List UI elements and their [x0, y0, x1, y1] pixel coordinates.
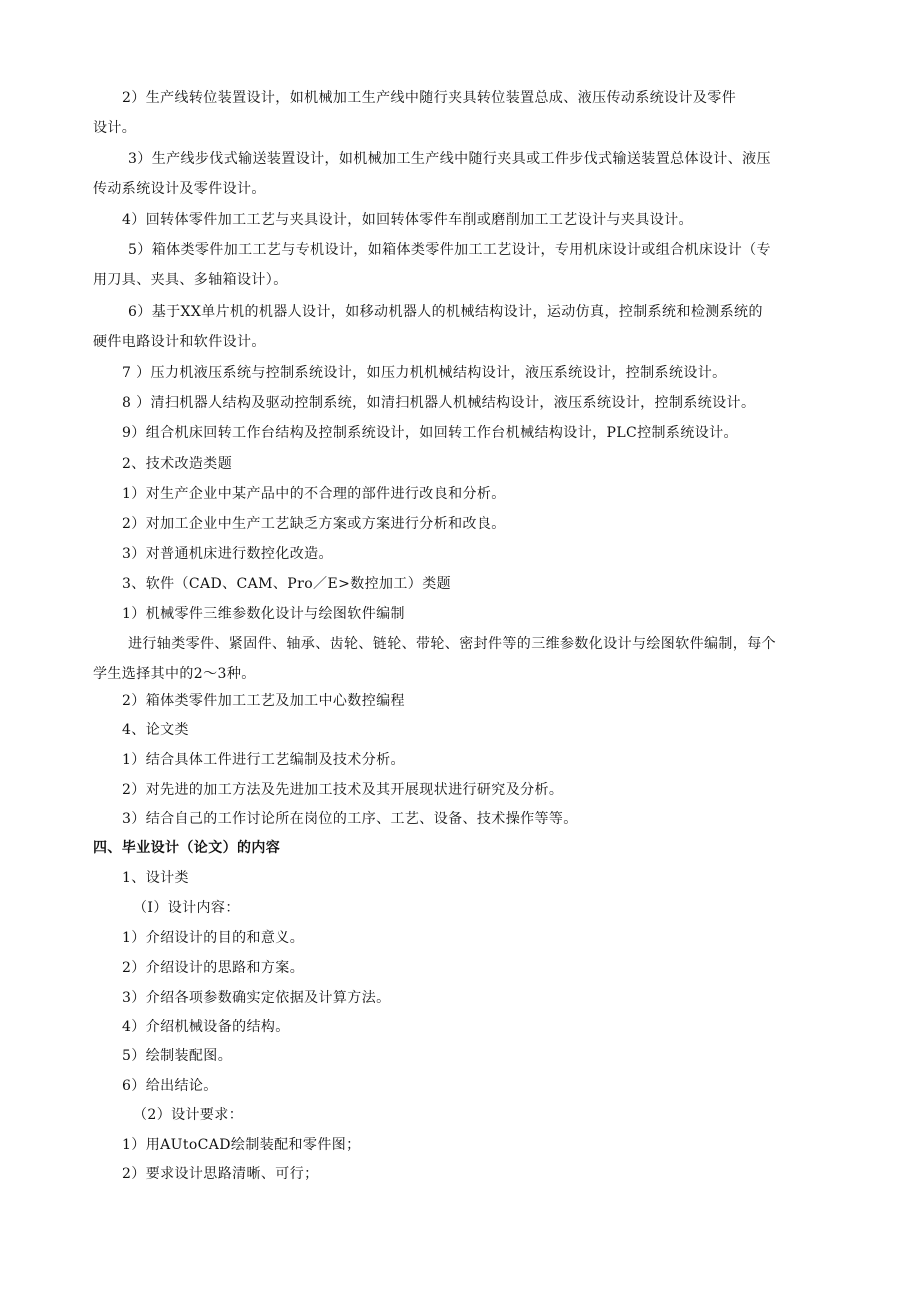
- section-heading: 3、软件（CAD、CAM、Pro／E>数控加工）类题: [122, 576, 452, 592]
- text-line: 用刀具、夹具、多轴箱设计）。: [93, 272, 288, 288]
- text-line: 3）对普通机床进行数控化改造。: [122, 546, 333, 562]
- subsection-heading: （I）设计内容：: [133, 900, 240, 916]
- text-line: 2）对先进的加工方法及先进加工技术及其开展现状进行研究及分析。: [122, 782, 564, 798]
- text-line: 1）介绍设计的目的和意义。: [122, 930, 305, 946]
- chapter-heading: 四、毕业设计（论文）的内容: [93, 840, 281, 856]
- text-line: 3）介绍各项参数确实定依据及计算方法。: [122, 990, 391, 1006]
- text-line: 1）机械零件三维参数化设计与绘图软件编制: [122, 606, 405, 622]
- text-line: 9）组合机床回转工作台结构及控制系统设计，如回转工作台机械结构设计，PLC控制系统设计。: [122, 425, 738, 441]
- text-line: 传动系统设计及零件设计。: [93, 181, 266, 197]
- text-line: 设计。: [93, 120, 137, 136]
- text-line: 1）用AUtoCAD绘制装配和零件图；: [122, 1137, 361, 1153]
- text-line: 8 ）清扫机器人结构及驱动控制系统，如清扫机器人机械结构设计，液压系统设计，控制系统设计。: [122, 395, 756, 411]
- text-line: 5）绘制装配图。: [122, 1048, 233, 1064]
- section-heading: 1、设计类: [122, 870, 189, 886]
- text-line: 7 ）压力机液压系统与控制系统设计，如压力机机械结构设计，液压系统设计，控制系统设计。: [122, 365, 727, 381]
- text-line: 2）生产线转位装置设计，如机械加工生产线中随行夹具转位装置总成、液压传动系统设计及零件: [122, 90, 737, 106]
- text-line: 1）对生产企业中某产品中的不合理的部件进行改良和分析。: [122, 486, 506, 502]
- text-line: 2）对加工企业中生产工艺缺乏方案或方案进行分析和改良。: [122, 516, 506, 532]
- text-line: 硬件电路设计和软件设计。: [93, 334, 266, 350]
- text-line: 4）介绍机械设备的结构。: [122, 1019, 290, 1035]
- text-line: 2）箱体类零件加工工艺及加工中心数控编程: [122, 693, 405, 709]
- subsection-heading: （2）设计要求：: [133, 1107, 244, 1123]
- text-line: 3）结合自己的工作讨论所在岗位的工序、工艺、设备、技术操作等等。: [122, 811, 578, 827]
- text-line: 进行轴类零件、紧固件、轴承、齿轮、链轮、带轮、密封件等的三维参数化设计与绘图软件编制，每个: [128, 636, 776, 652]
- section-heading: 4、论文类: [122, 722, 189, 738]
- text-line: 1）结合具体工件进行工艺编制及技术分析。: [122, 752, 405, 768]
- text-line: 2）介绍设计的思路和方案。: [122, 960, 305, 976]
- text-line: 2）要求设计思路清晰、可行；: [122, 1166, 319, 1182]
- text-line: 4）回转体零件加工工艺与夹具设计，如回转体零件车削或磨削加工工艺设计与夹具设计。: [122, 212, 693, 228]
- text-line: 5）箱体类零件加工工艺与专机设计，如箱体类零件加工工艺设计，专用机床设计或组合机床设计（专: [128, 242, 771, 258]
- text-line: 6）给出结论。: [122, 1078, 218, 1094]
- section-heading: 2、技术改造类题: [122, 456, 233, 472]
- text-line: 学生选择其中的2〜3种。: [93, 666, 256, 682]
- text-line: 3）生产线步伐式输送装置设计，如机械加工生产线中随行夹具或工件步伐式输送装置总体设计、液压: [128, 151, 771, 167]
- text-line: 6）基于XX单片机的机器人设计，如移动机器人的机械结构设计，运动仿真，控制系统和检测系统的: [128, 304, 763, 320]
